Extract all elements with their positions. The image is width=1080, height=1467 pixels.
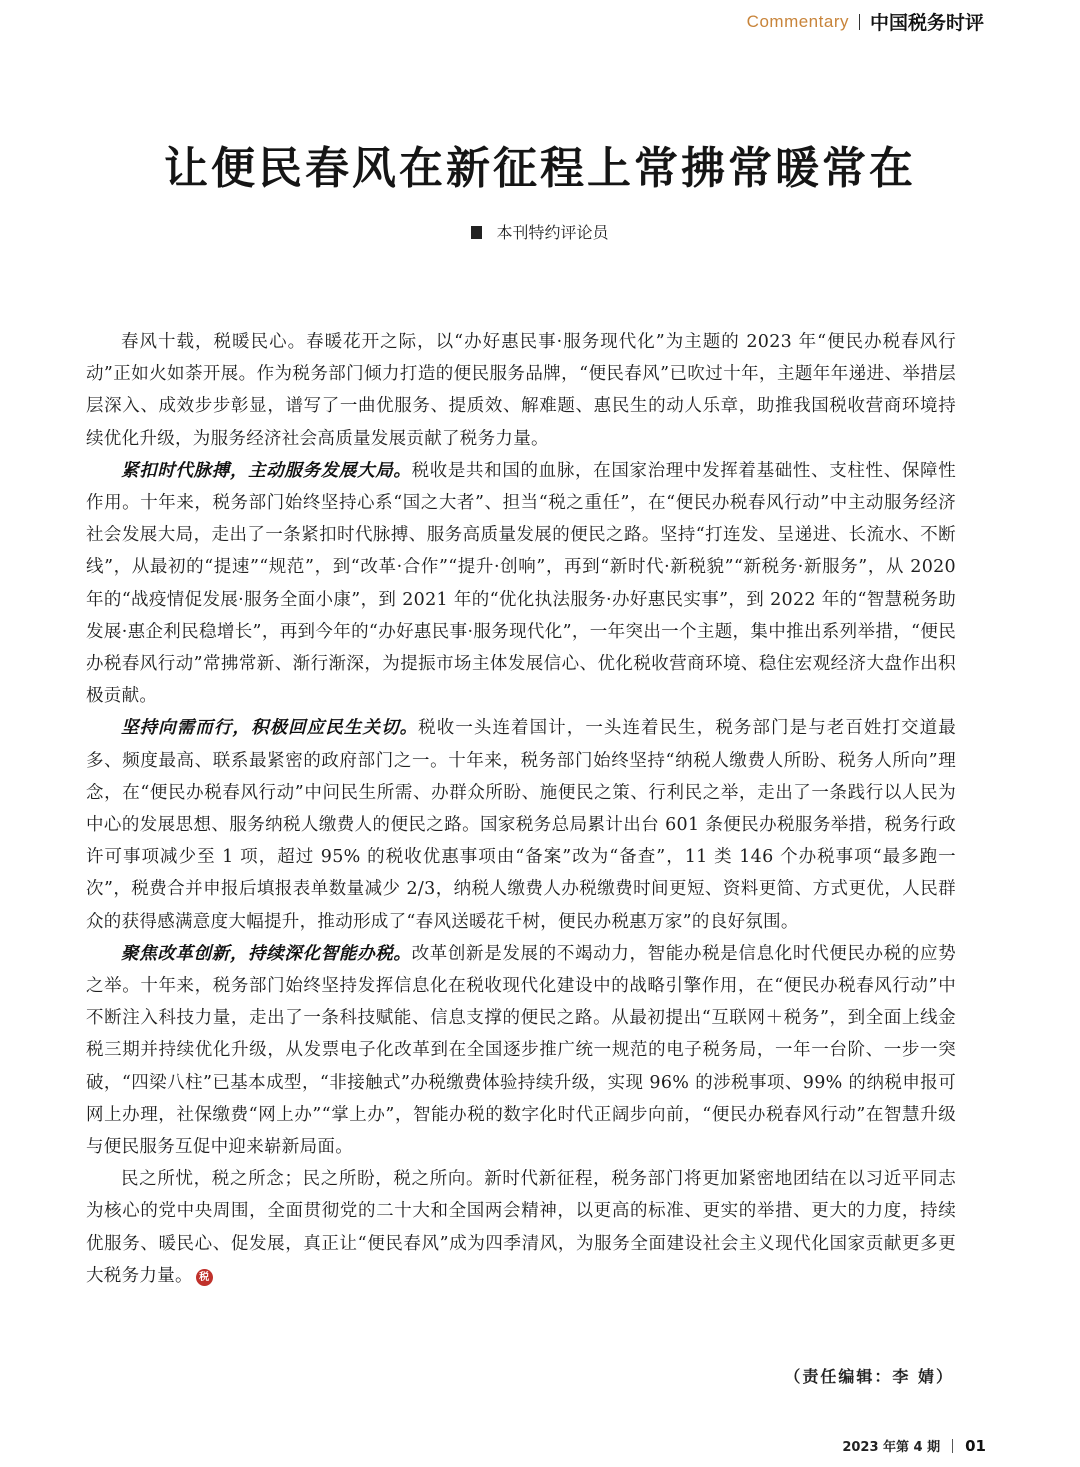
editor-note: （责任编辑：李 婧） bbox=[784, 1367, 954, 1386]
paragraph-text: 税收一头连着国计，一头连着民生，税务部门是与老百姓打交道最多、频度最高、联系最紧密的政府部门之一。十年来，税务部门始终坚持“纳税人缴费人所盼、税务人所向”理念，在“便民办税春风行动”中问民生所需、办群众所盼、施便民之策、行利民之举，走出了一条践行以人民为中心的发展思想、服务纳税人缴费人的便民之路。国家税务总局累计出台 601 条便民办税服务举措，税务行政许可事项减少至 1 项，超过 95% 的税收优惠事项由“备案”改为“备查”，11 类 146 个办税事项“最多跑一次”，税费合并申报后填报表单数量减少 2/3，纳税人缴费人办税缴费时间更短、资料更简、方式更优，人民群众的获得感满意度大幅提升，推动形成了“春风送暖花千树，便民办税惠万家”的良好氛围。 bbox=[86, 718, 956, 932]
paragraph-innovation bbox=[86, 938, 956, 1163]
paragraph-text: 春风十载，税暖民心。春暖花开之际，以“办好惠民事·服务现代化”为主题的 2023 年“便民办税春风行动”正如火如荼开展。作为税务部门倾力打造的便民服务品牌，“便民春风”已吹过十年，主题年年递进、举措层层深入、成效步步彰显，谱写了一曲优服务、提质效、解难题、惠民生的动人乐章，助推我国税收营商环境持续优化升级，为服务经济社会高质量发展贡献了税务力量。 bbox=[86, 332, 956, 449]
section-label: Commentary bbox=[746, 11, 849, 31]
issue-label: 2023 年第 4 期 bbox=[842, 1440, 941, 1455]
paragraph-livelihood bbox=[86, 712, 956, 937]
article-body bbox=[86, 326, 956, 1292]
byline bbox=[0, 220, 1080, 243]
paragraph-intro bbox=[86, 326, 956, 455]
paragraph-lead: 聚焦改革创新，持续深化智能办税。 bbox=[121, 943, 412, 964]
magazine-name: 中国税务时评 bbox=[869, 12, 984, 34]
page-number: 01 bbox=[965, 1436, 986, 1455]
page-header bbox=[747, 8, 984, 35]
tax-logo-icon: 税 bbox=[196, 1269, 213, 1286]
paragraph-conclusion bbox=[86, 1163, 956, 1292]
byline-square-icon bbox=[471, 226, 482, 239]
paragraph-lead: 紧扣时代脉搏，主动服务发展大局。 bbox=[121, 460, 412, 481]
header-divider bbox=[859, 14, 860, 30]
paragraph-lead: 坚持向需而行，积极回应民生关切。 bbox=[121, 718, 419, 739]
article-title: 让便民春风在新征程上常拂常暖常在 bbox=[164, 143, 916, 194]
paragraph-text: 税收是共和国的血脉，在国家治理中发挥着基础性、支柱性、保障性作用。十年来，税务部门始终坚持心系“国之大者”、担当“税之重任”，在“便民办税春风行动”中主动服务经济社会发展大局，走出了一条紧扣时代脉搏、服务高质量发展的便民之路。坚持“打连发、呈递进、长流水、不断线”，从最初的“提速”“规范”，到“改革·合作”“提升·创响”，再到“新时代·新税貌”“新税务·新服务”，从 2020 年的“战疫情促发展·服务全面小康”，到 2021 年的“优化执法服务·办好惠民实事”，到 2022 年的“智慧税务助发展·惠企利民稳增长”，再到今年的“办好惠民事·服务现代化”，一年突出一个主题，集中推出系列举措，“便民办税春风行动”常拂常新、渐行渐深，为提振市场主体发展信心、优化税收营商环境、稳住宏观经济大盘作出积极贡献。 bbox=[86, 460, 956, 707]
paragraph-development bbox=[86, 455, 956, 713]
paragraph-text: 民之所忧，税之所念；民之所盼，税之所向。新时代新征程，税务部门将更加紧密地团结在以习近平同志为核心的党中央周围，全面贯彻党的二十大和全国两会精神，以更高的标准、更实的举措、更大的力度，持续优服务、暖民心、促发展，真正让“便民春风”成为四季清风，为服务全面建设社会主义现代化国家贡献更多更大税务力量。 bbox=[86, 1169, 956, 1286]
page-footer bbox=[842, 1436, 986, 1455]
paragraph-text: 改革创新是发展的不竭动力，智能办税是信息化时代便民办税的应势之举。十年来，税务部门始终坚持发挥信息化在税收现代化建设中的战略引擎作用，在“便民办税春风行动”中不断注入科技力量，走出了一条科技赋能、信息支撑的便民之路。从最初提出“互联网＋税务”，到全面上线金税三期并持续优化升级，从发票电子化改革到在全国逐步推广统一规范的电子税务局，一年一台阶、一步一突破，“四梁八柱”已基本成型，“非接触式”办税缴费体验持续升级，实现 96% 的涉税事项、99% 的纳税申报可网上办理，社保缴费“网上办”“掌上办”，智能办税的数字化时代正阔步向前，“便民办税春风行动”在智慧升级与便民服务互促中迎来崭新局面。 bbox=[86, 943, 956, 1158]
footer-divider bbox=[952, 1439, 953, 1453]
byline-author: 本刊特约评论员 bbox=[496, 223, 609, 242]
